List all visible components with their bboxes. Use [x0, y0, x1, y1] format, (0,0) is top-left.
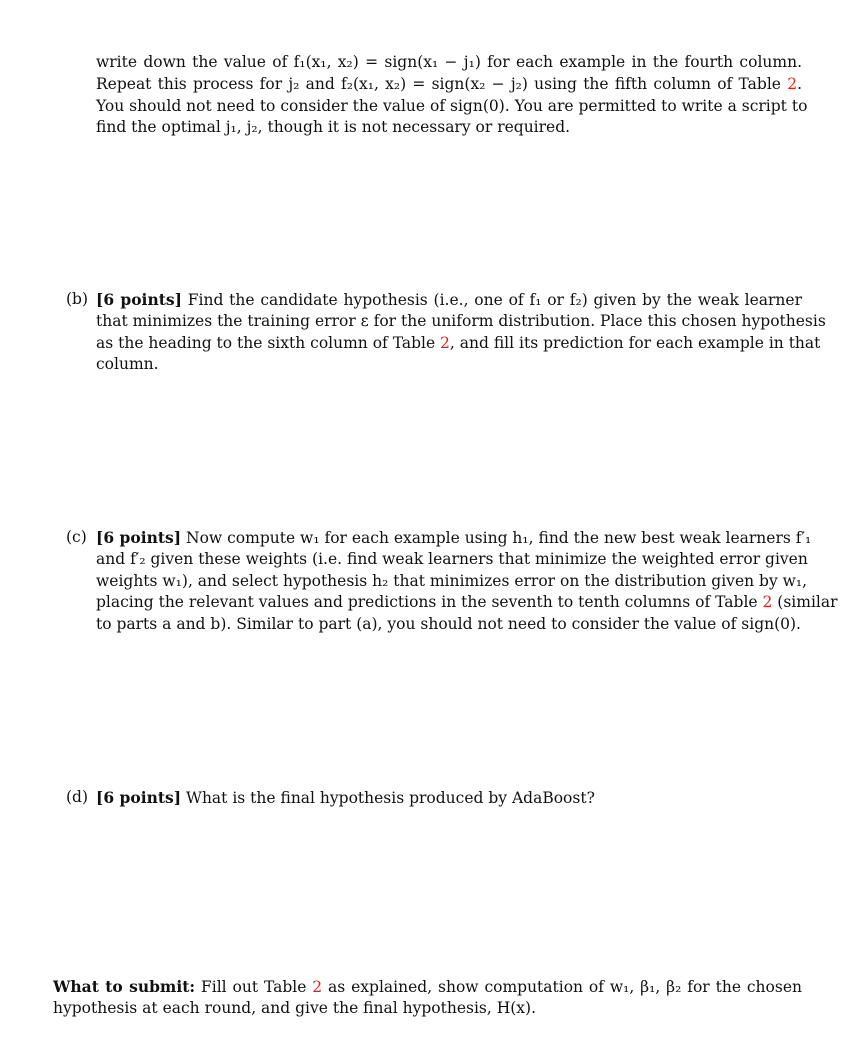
part-d-line-1: [96, 787, 802, 809]
submit-section: [53, 976, 802, 1020]
part-b-line-1: [96, 289, 802, 311]
part-b-line-1-text: Find the candidate hypothesis (i.e., one of f₁ or f₂) given by the weak learner: [187, 291, 802, 309]
part-d-body: [96, 787, 802, 809]
submit-heading: What to submit:: [53, 977, 196, 996]
part-b-line-4: column.: [96, 355, 159, 374]
table-2-reference-link[interactable]: 2: [312, 978, 323, 996]
part-c-label: (c): [66, 528, 87, 546]
part-d-points: [6 points]: [96, 788, 182, 807]
part-d-text: What is the final hypothesis produced by AdaBoost?: [186, 789, 595, 807]
part-c-line-1-text: Now compute w₁ for each example using h₁, find the new best weak learners f′₁: [186, 529, 812, 547]
submit-line-1-text: Fill out Table 2 as explained, show computation of w₁, β₁, β₂ for the chosen: [201, 978, 802, 996]
part-c-body: [96, 527, 838, 636]
part-a-line-1: write down the value of f₁(x₁, x₂) = sign(x₁ − j₁) for each example in the fourth column.: [96, 53, 802, 71]
part-c-line-4: placing the relevant values and predictions in the seventh to tenth columns of Table 2 (similar: [96, 593, 838, 612]
part-d-label: (d): [66, 788, 89, 806]
part-b-body: [96, 289, 826, 376]
part-b-line-3: as the heading to the sixth column of Table 2, and fill its prediction for each example in that: [96, 333, 821, 352]
part-b-label: (b): [66, 290, 89, 308]
part-c-line-5: to parts a and b). Similar to part (a), you should not need to consider the value of sign(0).: [96, 615, 801, 634]
submit-line-2: hypothesis at each round, and give the final hypothesis, H(x).: [53, 998, 536, 1017]
part-a-line-2: Repeat this process for j₂ and f₂(x₁, x₂) = sign(x₂ − j₂) using the fifth column of Table 2.: [96, 74, 802, 93]
part-a-continuation: [96, 52, 808, 139]
table-2-reference-link[interactable]: 2: [762, 593, 773, 612]
part-c-line-1: [96, 527, 812, 549]
table-2-reference-link[interactable]: 2: [440, 333, 450, 352]
part-a-line-4: find the optimal j₁, j₂, though it is not necessary or required.: [96, 118, 571, 137]
table-2-reference-link[interactable]: 2: [787, 74, 798, 93]
part-c-line-2: and f′₂ given these weights (i.e. find weak learners that minimize the weighted error given: [96, 549, 808, 568]
part-b-points: [6 points]: [96, 290, 182, 309]
part-a-line-3: You should not need to consider the value of sign(0). You are permitted to write a script to: [96, 96, 808, 115]
part-c-points: [6 points]: [96, 528, 182, 547]
submit-line-1: [53, 976, 802, 998]
part-c-line-3: weights w₁), and select hypothesis h₂ that minimizes error on the distribution given by w₁,: [96, 571, 808, 590]
part-b-line-2: that minimizes the training error ε for the uniform distribution. Place this chosen hypothesis: [96, 311, 826, 330]
